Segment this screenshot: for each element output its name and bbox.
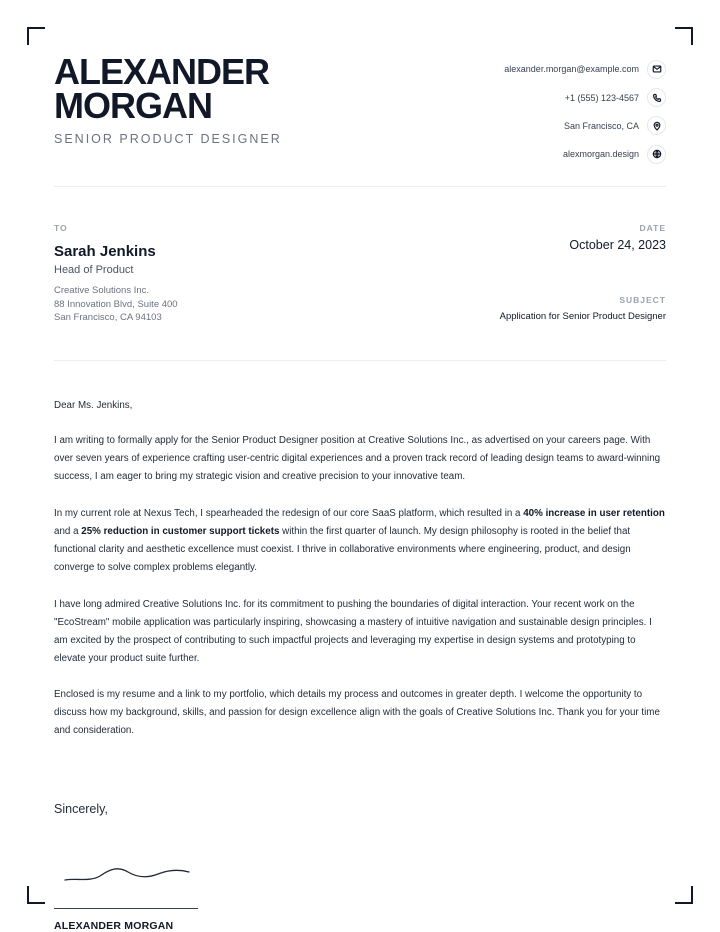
corner-mark-top-right: [675, 27, 693, 45]
contact-location-text: San Francisco, CA: [563, 120, 639, 131]
map-pin-icon: [647, 116, 666, 135]
sender-title: SENIOR PRODUCT DESIGNER: [54, 132, 282, 146]
globe-icon: [647, 145, 666, 164]
signature-line: [54, 908, 198, 909]
recipient-address-line1: 88 Innovation Blvd, Suite 400: [54, 298, 178, 310]
body-paragraph-2: [54, 505, 666, 577]
corner-mark-bottom-left: [27, 886, 45, 904]
recipient-divider: [54, 360, 666, 361]
contact-phone[interactable]: [406, 83, 666, 111]
paragraph-2-text-a: In my current role at Nexus Tech, I spearheaded the redesign of our core SaaS platform, which resulted in a: [54, 508, 524, 519]
date-label: DATE: [639, 223, 666, 233]
contact-website-text[interactable]: alexmorgan.design: [562, 149, 639, 160]
paragraph-2-text-c: and a: [54, 526, 82, 538]
body-paragraph-1: I am writing to formally apply for the Senior Product Designer position at Creative Solutions Inc., as advertised on your careers page. With over seven years of experience crafting user-centric digital experiences and a proven track record of leading design teams to award-winning success, I am eager to bring my strategic vision and creative precision to your innovative team.: [54, 435, 661, 483]
closing: Sincerely,: [54, 802, 108, 816]
support-tickets-highlight: 25% reduction in customer support tickets: [81, 526, 280, 538]
recipient-company: Creative Solutions Inc.: [54, 285, 150, 296]
salutation: Dear Ms. Jenkins,: [54, 400, 133, 411]
body-paragraph-4: Enclosed is my resume and a link to my portfolio, which details my process and outcomes in greater depth. I welcome the opportunity to discuss how my background, skills, and passion for design excellence align with the goals of Creative Solutions Inc. Thank you for your time and consideration.: [54, 689, 660, 737]
sender-last-name: MORGAN: [54, 85, 212, 126]
handwritten-signature: [62, 860, 192, 890]
contact-phone-text[interactable]: +1 (555) 123-4567: [564, 92, 639, 103]
contact-location: [406, 112, 666, 140]
header-divider: [54, 186, 666, 187]
phone-icon: [647, 88, 666, 107]
cover-letter-page: [54, 0, 666, 932]
subject-label: SUBJECT: [619, 295, 666, 305]
contact-email-text[interactable]: alexander.morgan@example.com: [504, 64, 639, 75]
retention-highlight: 40% increase in user retention: [523, 508, 665, 519]
recipient-address-line2: San Francisco, CA 94103: [54, 312, 162, 323]
sender-first-name: ALEXANDER: [54, 51, 270, 92]
mail-icon: [647, 60, 666, 79]
body-paragraph-3: I have long admired Creative Solutions Inc. for its commitment to pushing the boundaries of digital interaction. Your recent work on the "EcoStream" mobile application was particularly inspiring, showcasing a mastery of intuitive navigation and sustainable design principles. I am excited by the prospect of contributing to such impactful projects and leveraging my expertise in design systems and prototyping to elevate your product suite further.: [54, 599, 652, 665]
recipient-address: [54, 284, 178, 325]
corner-mark-top-left: [27, 27, 45, 45]
contact-list: [406, 55, 666, 169]
paragraph-2-text-d: within the first quarter of launch. My design philosophy is rooted in the belief that functional clarity and aesthetic excellence must coexist. I thrive in collaborative environments where engineering, product, and design converge to solve complex problems elegantly.: [54, 526, 631, 574]
contact-website[interactable]: [406, 140, 666, 168]
corner-mark-bottom-right: [675, 886, 693, 904]
recipient-role: Head of Product: [54, 264, 134, 276]
letter-header: [54, 51, 666, 160]
letter-subject: Application for Senior Product Designer: [499, 311, 666, 322]
letter-date: October 24, 2023: [569, 238, 666, 252]
recipient-label: TO: [54, 223, 68, 233]
recipient-name: Sarah Jenkins: [54, 243, 156, 260]
contact-email[interactable]: [406, 55, 666, 83]
signature-name: ALEXANDER MORGAN: [54, 920, 174, 932]
